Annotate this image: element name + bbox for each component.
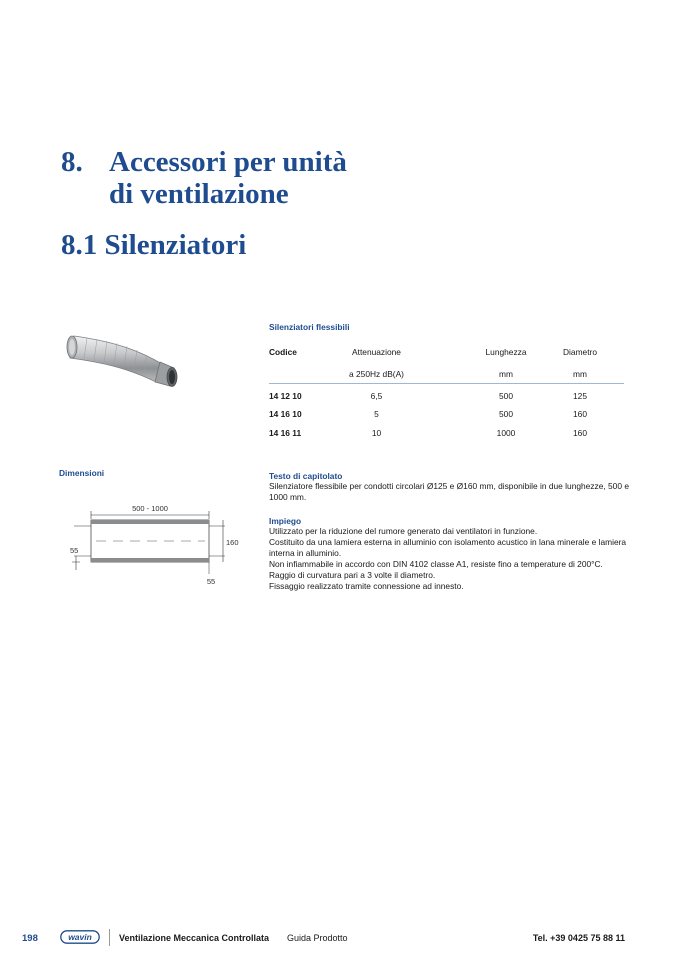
subheader-attenuation: a 250Hz dB(A) xyxy=(349,369,404,379)
usage-line: Fissaggio realizzato tramite connessione ad innesto. xyxy=(269,581,464,591)
logo-text: wavin xyxy=(68,932,92,942)
footer-divider xyxy=(109,929,110,946)
cell-code: 14 12 10 xyxy=(269,391,302,401)
table-title: Silenziatori flessibili xyxy=(269,322,350,332)
footer-title: Ventilazione Meccanica Controllata xyxy=(119,933,270,943)
dimensions-label: Dimensioni xyxy=(59,468,105,478)
diameter-dimension-label: 160 xyxy=(226,538,239,547)
length-dimension-label: 500 - 1000 xyxy=(132,504,168,513)
page-number: 198 xyxy=(22,933,38,944)
cell-length: 500 xyxy=(499,409,513,419)
header-code: Codice xyxy=(269,347,297,357)
cell-attenuation: 5 xyxy=(374,409,379,419)
cell-diameter: 160 xyxy=(573,428,587,438)
subheader-diameter: mm xyxy=(573,369,587,379)
subheader-length: mm xyxy=(499,369,513,379)
usage-line: Utilizzato per la riduzione del rumore generato dai ventilatori in funzione. xyxy=(269,526,538,536)
table-divider xyxy=(269,383,624,384)
wavin-logo xyxy=(60,930,100,944)
spec-body: Silenziatore flessibile per condotti circolari Ø125 e Ø160 mm, disponibile in due lunghezze, 500 e 1000 mm. xyxy=(269,481,629,502)
header-attenuation: Attenuazione xyxy=(352,347,401,357)
cell-length: 500 xyxy=(499,391,513,401)
usage-title: Impiego xyxy=(269,516,302,526)
silencer-photo xyxy=(62,322,182,394)
spec-title: Testo di capitolato xyxy=(269,471,343,481)
cell-diameter: 125 xyxy=(573,391,587,401)
cell-attenuation: 10 xyxy=(371,428,382,438)
header-length: Lunghezza xyxy=(485,347,527,357)
cell-code: 14 16 11 xyxy=(269,428,302,438)
dimension-drawing xyxy=(60,500,250,595)
bottom-dimension-label: 55 xyxy=(206,577,216,586)
usage-line: Raggio di curvatura pari a 3 volte il diametro. xyxy=(269,570,436,580)
footer-phone: Tel. +39 0425 75 88 11 xyxy=(532,933,625,943)
chapter-number: 8. xyxy=(61,146,83,178)
cell-length: 1000 xyxy=(496,428,516,438)
header-diameter: Diametro xyxy=(563,347,597,357)
cell-code: 14 16 10 xyxy=(269,409,302,419)
section-title: 8.1 Silenziatori xyxy=(61,229,247,261)
footer-guide: Guida Prodotto xyxy=(287,933,348,943)
left-dimension-label: 55 xyxy=(70,546,79,555)
cell-diameter: 160 xyxy=(573,409,587,419)
cell-attenuation: 6,5 xyxy=(370,391,383,401)
usage-line: Costituito da una lamiera esterna in alluminio con isolamento acustico in lana minerale e lamiera interna in alluminio. xyxy=(269,537,627,558)
chapter-title-line2: di ventilazione xyxy=(109,178,289,210)
usage-line: Non infiammabile in accordo con DIN 4102 classe A1, resiste fino a temperature di 200°C. xyxy=(269,559,603,569)
usage-body xyxy=(269,526,629,592)
chapter-title-line1: Accessori per unità xyxy=(109,146,347,178)
